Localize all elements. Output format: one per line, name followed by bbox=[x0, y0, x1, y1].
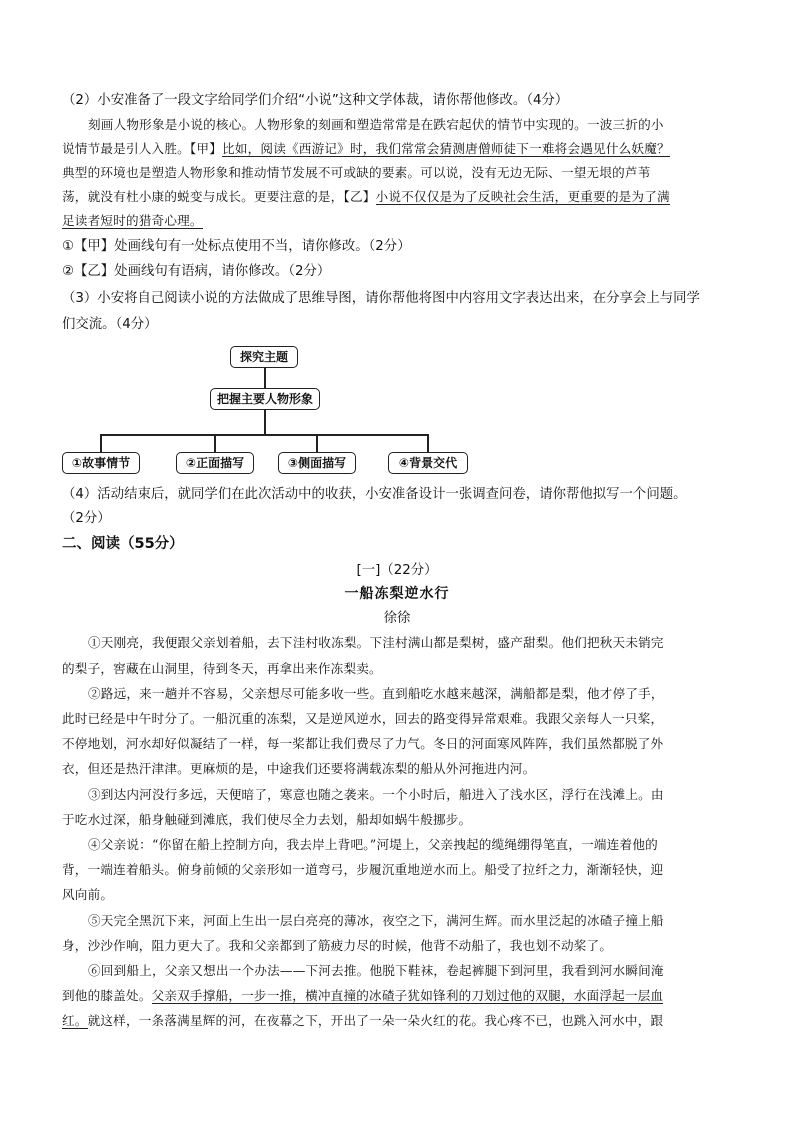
section-heading: 二、阅读（55分） bbox=[62, 536, 184, 552]
q3-prompt: （3）小安将自己阅读小说的方法做成了思维导图，请你帮他将图中内容用文字表达出来，在分享会上与同学 bbox=[62, 291, 700, 306]
article-paragraph-line: 身，沙沙作响，阻力更大了。我和父亲都到了筋疲力尽的时候，他背不动船了，我也划不动桨了。 bbox=[62, 938, 613, 953]
mindmap-leaf-box: ②正面描写 bbox=[176, 452, 254, 474]
article-paragraph-line bbox=[62, 1012, 663, 1030]
mindmap-leaf-box: ①故事情节 bbox=[62, 452, 140, 474]
q4-prompt: （4）活动结束后，就同学们在此次活动中的收获，小安准备设计一张调查问卷，请你帮他拟写一个问题。 bbox=[62, 487, 687, 502]
article-paragraph-line: 的梨子，窖藏在山洞里，待到冬天，再拿出来作冻梨卖。 bbox=[62, 661, 382, 676]
q2-passage-line bbox=[62, 188, 670, 206]
article-title: 一船冻梨逆水行 bbox=[344, 586, 450, 602]
article-paragraph-line bbox=[62, 987, 663, 1005]
mindmap-connector bbox=[100, 434, 102, 452]
q2-passage-line: 典型的环境也是塑造人物形象和推动情节发展不可或缺的要素。可以说，没有无边无际、一望无垠的芦苇 bbox=[62, 165, 651, 180]
underlined-sentence: 父亲双手撑船，一步一推，横冲直撞的冰碴子犹如锋利的刀划过他的双腿，水面浮起一层血 bbox=[151, 988, 664, 1003]
mindmap-leaf-box: ③侧面描写 bbox=[278, 452, 356, 474]
q4-prompt-cont: （2分） bbox=[62, 511, 111, 526]
article-paragraph-line: ①天刚亮，我便跟父亲划着船，去下洼村收冻梨。下洼村满山都是梨树，盛产甜梨。他们把秋天未销完 bbox=[88, 635, 664, 650]
paragraph-text: 就这样，一条落满星辉的河，在夜幕之下，开出了一朵一朵火红的花。我心疼不已，也跳入河水中，跟 bbox=[87, 1013, 664, 1028]
article-paragraph-line: 不停地划，河水却好似凝结了一样，每一桨都让我们费尽了力气。冬日的河面寒风阵阵，我们虽然都脱了外 bbox=[62, 736, 664, 751]
article-paragraph-line: ⑤天完全黑沉下来，河面上生出一层白亮亮的薄冰，夜空之下，满河生辉。而水里泛起的冰碴子撞上船 bbox=[88, 913, 664, 928]
q2-passage-line bbox=[62, 212, 203, 230]
article-paragraph-line: ④父亲说：“你留在船上控制方向，我去岸上背吧。”河堤上，父亲拽起的缆绳绷得笔直，一端连着他的 bbox=[88, 837, 658, 852]
q3-prompt-cont: 们交流。（4分） bbox=[62, 317, 158, 332]
mindmap-mid-box: 把握主要人物形象 bbox=[210, 388, 320, 410]
underlined-sentence-end: 红。 bbox=[62, 1013, 88, 1028]
article-paragraph-line: ③到达内河没行多远，天便暗了，寒意也随之袭来。一个小时后，船进入了浅水区，浮行在浅滩上。由 bbox=[88, 787, 664, 802]
article-author: 徐徐 bbox=[383, 611, 411, 626]
article-paragraph-line: 于吃水过深，船身触碰到滩底，我们使尽全力去划，船却如蜗牛般挪步。 bbox=[62, 812, 472, 827]
article-paragraph-line: 背，一端连着船头。俯身前倾的父亲形如一道弯弓，步履沉重地逆水而上。船受了拉纤之力，渐渐轻快，迎 bbox=[62, 862, 664, 877]
reading-part-label: [一]（22分） bbox=[356, 563, 438, 578]
q2-sub2: ②【乙】处画线句有语病，请你修改。（2分） bbox=[62, 264, 331, 279]
q2-passage-line: 刻画人物形象是小说的核心。人物形象的刻画和塑造常常是在跌宕起伏的情节中实现的。一波三折的小 bbox=[88, 117, 664, 132]
yi-underlined-sentence: 小说不仅仅是为了反映社会生活，更重要的是为了满 bbox=[375, 189, 670, 204]
mindmap-connector bbox=[264, 410, 266, 434]
article-paragraph-line: 此时已经是中午时分了。一船沉重的冻梨，又是逆风逆水，回去的路变得异常艰难。我跟父亲每人一只桨， bbox=[62, 711, 664, 726]
yi-underlined-sentence-end: 足读者短时的猎奇心理。 bbox=[62, 213, 203, 228]
mindmap-leaf-box: ④背景交代 bbox=[388, 452, 468, 474]
mindmap-connector bbox=[264, 368, 266, 388]
jia-underlined-sentence: 比如，阅读《西游记》时，我们常常会猜测唐僧师徒下一难将会遇见什么妖魔？ bbox=[222, 141, 670, 156]
q2-passage-line bbox=[62, 140, 670, 158]
mindmap-connector bbox=[316, 434, 318, 452]
mindmap-connector bbox=[427, 434, 429, 452]
article-paragraph-line: ⑥回到船上，父亲又想出一个办法——下河去推。他脱下鞋袜，卷起裤腿下到河里，我看到河水瞬间淹 bbox=[88, 963, 664, 978]
article-paragraph-line: 风向前。 bbox=[62, 887, 114, 902]
paragraph-text: 到他的膝盖处。 bbox=[62, 988, 152, 1003]
mindmap-root-box: 探究主题 bbox=[230, 346, 298, 368]
q2-prompt: （2）小安准备了一段文字给同学们介绍“小说”这种文学体裁，请你帮他修改。（4分） bbox=[62, 93, 569, 108]
article-paragraph-line: ②路远，来一趟并不容易，父亲想尽可能多收一些。直到船吃水越来越深，满船都是梨，他才停了手， bbox=[88, 686, 664, 701]
q2-passage-text: 说情节最是引人入胜。【甲】 bbox=[62, 141, 223, 156]
mindmap-connector bbox=[214, 434, 216, 452]
q2-sub1: ①【甲】处画线句有一处标点使用不当，请你修改。（2分） bbox=[62, 239, 411, 254]
article-paragraph-line: 衣，但还是热汗津津。更麻烦的是，中途我们还要将满载冻梨的船从外河拖进内河。 bbox=[62, 761, 536, 776]
mindmap-branch-line bbox=[100, 434, 428, 436]
q2-passage-text: 荡，就没有杜小康的蜕变与成长。更要注意的是，【乙】 bbox=[62, 189, 376, 204]
